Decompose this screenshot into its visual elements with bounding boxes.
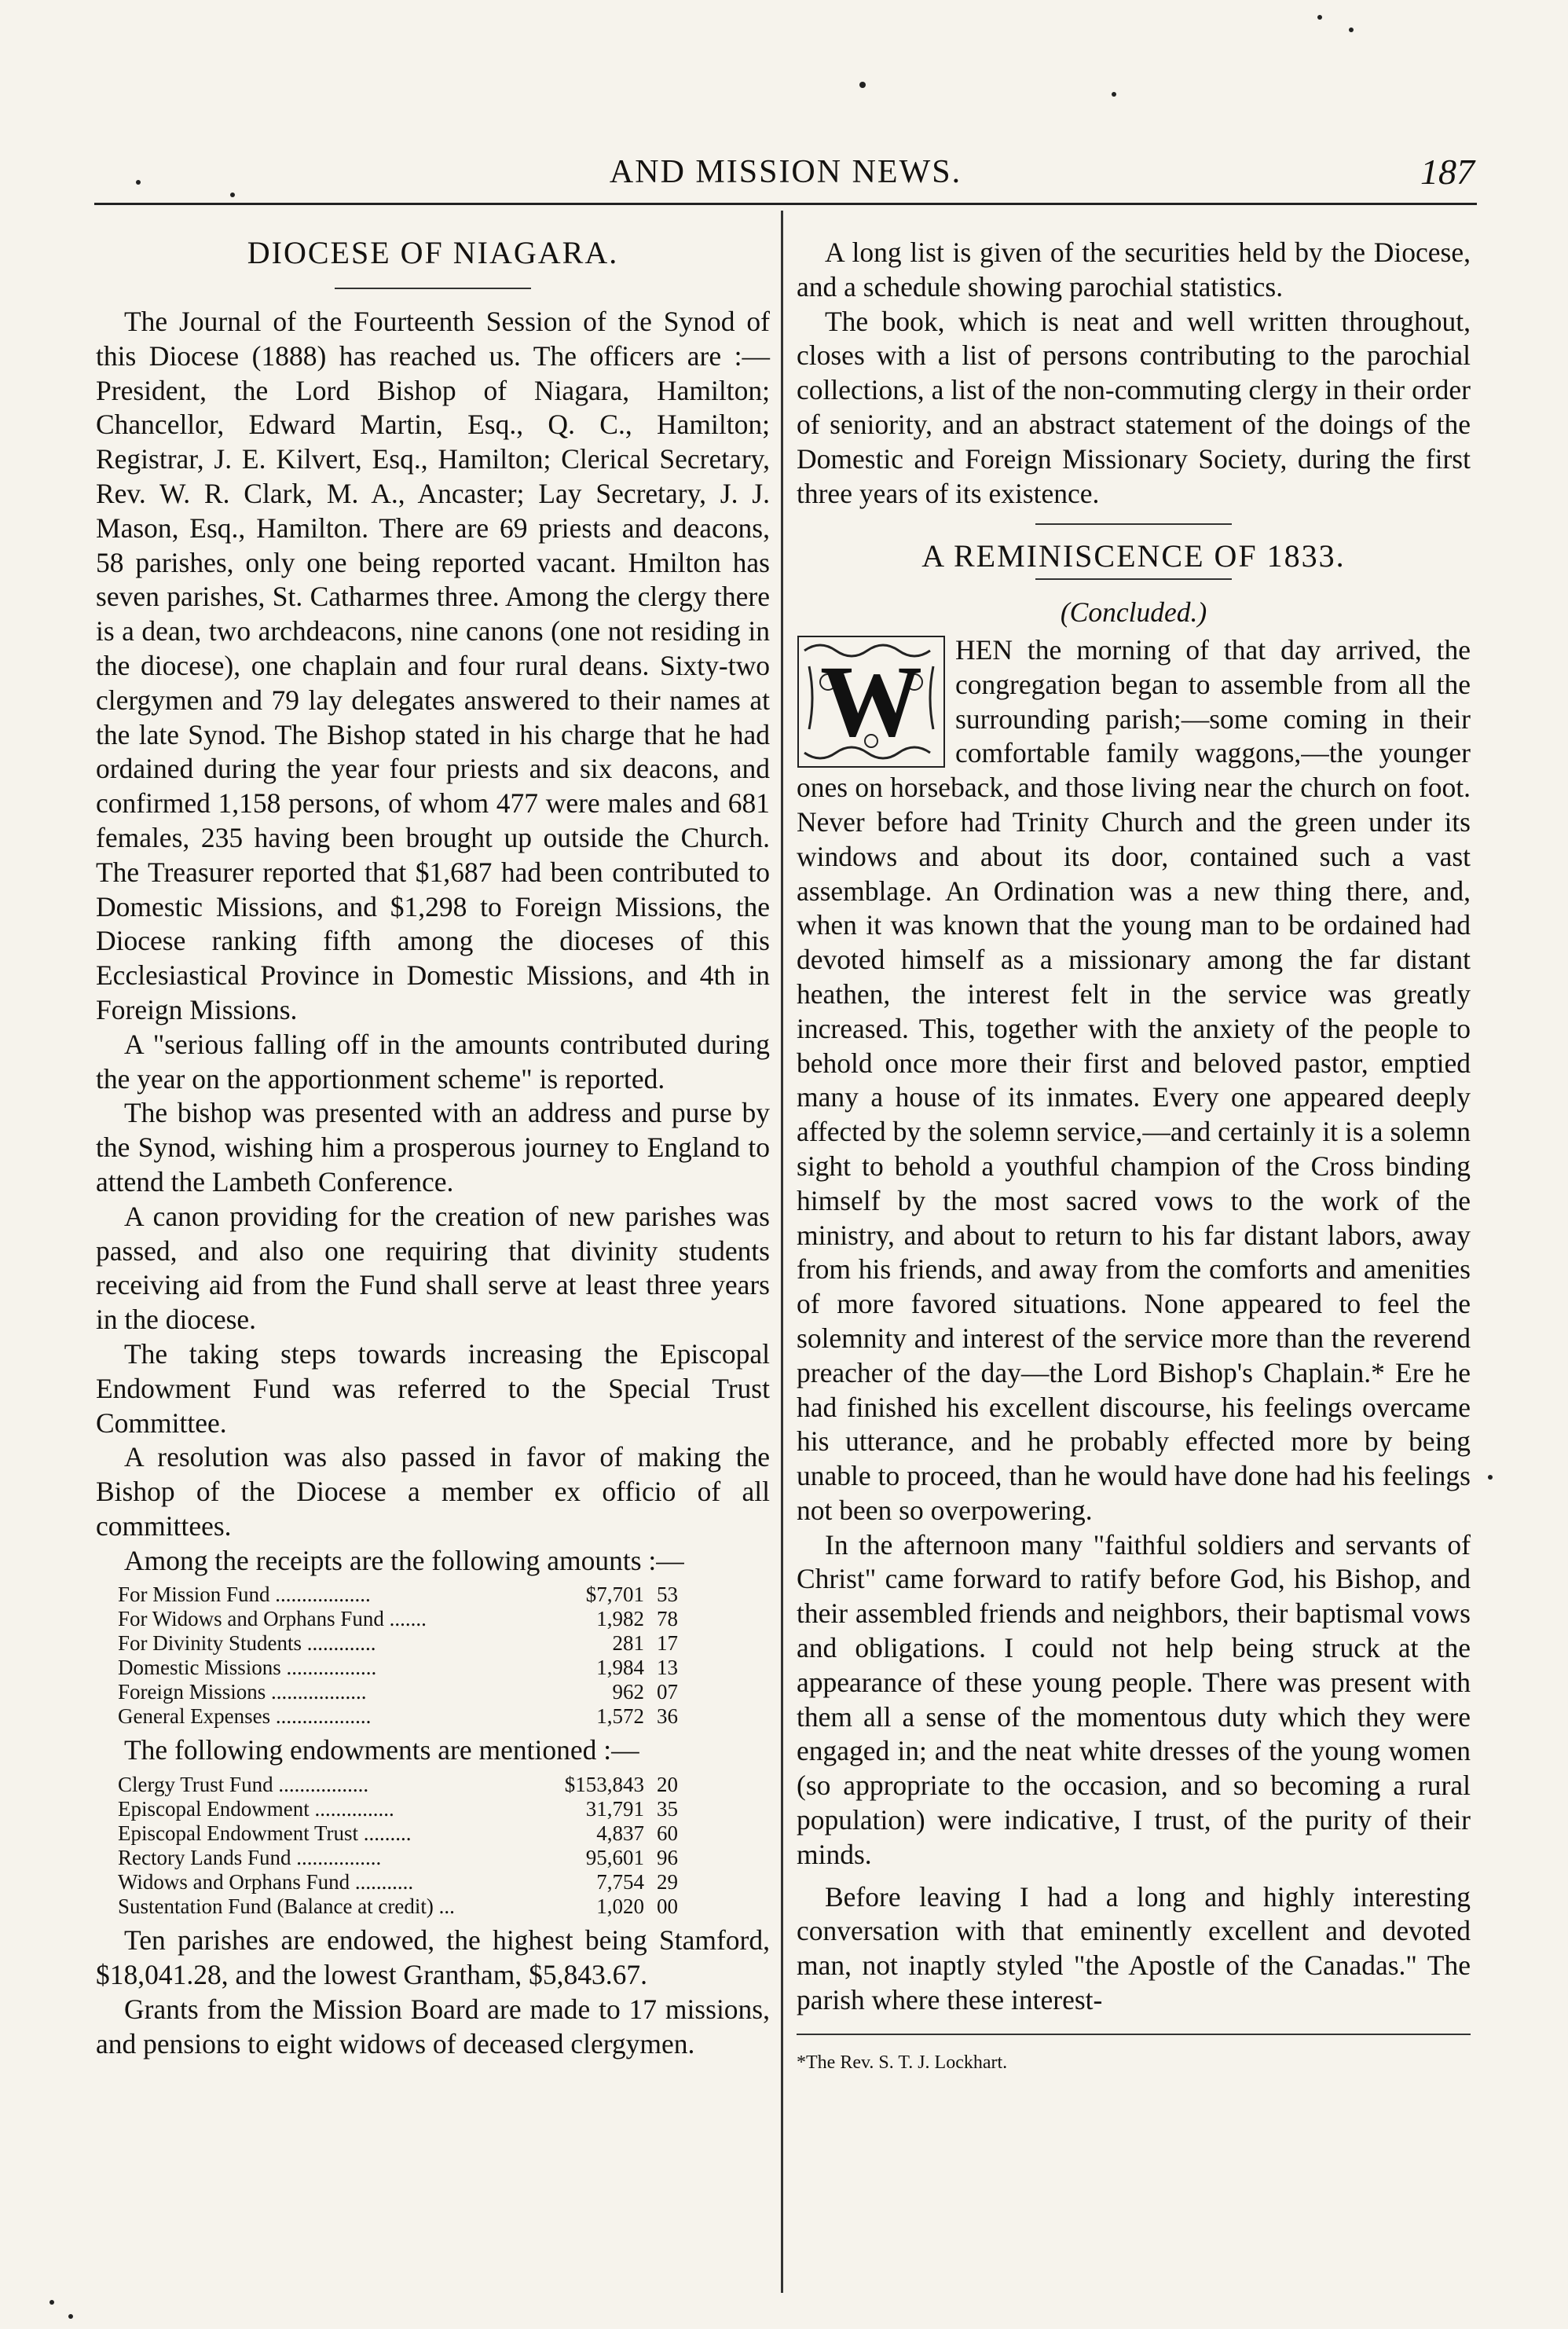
- paragraph: The bishop was presented with an address and purse by the Synod, wishing him a prosperous journey to England to attend the Lambeth Conference.: [96, 1097, 770, 1198]
- paragraph-text: HEN the morning of that day arrived, the congregation began to assemble from all the surrounding parish;—some coming in their comfortable family waggons,—the younger ones on horseback, and those living near the church on foot. Never before had Trinity Church and the green under its windows and about its door, contained such a vast assemblage. An Ordination was a new thing there, and, when it was known that the young man to be ordained had devoted himself as a missionary among the far distant heathen, the interest felt in the service was greatly increased. This, together with the anxiety of the people to behold once more their first and beloved pastor, emptied many a house of its inmates. Every one appeared deeply affected by the solemn service,—and certainly it is a solemn sight to behold a youthful champion of the Cross binding himself by the most sacred vows to the work of the ministry, and about to return to his far distant labors, away from his friends, and away from the comforts and amenities of more favored situations. None appeared to feel the solemnity and interest of the service more than the reverend preacher of the day—the Lord Bishop's Chaplain.* Ere he had finished his excellent discourse, his feelings overcame his utterance, and he probably effected more by being unable to proceed, than he would have done had his feelings not been so overpowering.: [797, 633, 1471, 1526]
- row-label: Episcopal Endowment Trust .........: [118, 1821, 412, 1846]
- receipts-intro: Among the receipts are the following amounts :—: [124, 1544, 684, 1576]
- row-dollars: 4,837: [596, 1821, 644, 1846]
- row-cents: 36: [657, 1704, 678, 1729]
- row-label: Sustentation Fund (Balance at credit) ...: [118, 1894, 455, 1919]
- row-label: Widows and Orphans Fund ...........: [118, 1870, 414, 1894]
- row-cents: 78: [657, 1607, 678, 1631]
- row-dollars: $153,843: [564, 1773, 644, 1797]
- row-dollars: 31,791: [585, 1797, 644, 1821]
- row-cents: 00: [657, 1894, 678, 1919]
- paragraph: The taking steps towards increasing the Episcopal Endowment Fund was referred to the Special Trust Committee.: [96, 1337, 770, 1439]
- paragraph: The Journal of the Fourteenth Session of the Synod of this Diocese (1888) has reached us. The officers are :—President, the Lord Bishop of Niagara, Hamilton; Chancellor, Edward Martin, Esq., Q. C., Hamilton; Registrar, J. E. Kilvert, Esq., Hamilton; Clerical Secretary, Rev. W. R. Clark, M. A., Ancaster; Lay Secretary, J. J. Mason, Esq., Hamilton. There are 69 priests and deacons, 58 parishes, only one being reported vacant. Hmilton has seven parishes, St. Catharmes three. Among the clergy there is a dean, two archdeacons, nine canons (one not residing in the diocese), one chaplain and four rural deans. Sixty-two clergymen and 79 lay delegates answered to their names at the late Synod. The Bishop stated in his charge that he had ordained during the year four priests and six deacons, and confirmed 1,158 persons, of whom 477 were males and 681 females, 235 having been brought up outside the Church. The Treasurer reported that $1,687 had been contributed to Domestic Missions, and $1,298 to Foreign Missions, the Diocese ranking fifth among the dioceses of this Ecclesiastical Province in Domestic Missions, and 4th in Foreign Missions.: [96, 306, 770, 1025]
- row-label: Episcopal Endowment ...............: [118, 1797, 394, 1821]
- row-label: Foreign Missions ..................: [118, 1680, 367, 1704]
- row-label: Domestic Missions .................: [118, 1656, 377, 1680]
- row-label: For Mission Fund ..................: [118, 1583, 371, 1607]
- row-label: For Widows and Orphans Fund .......: [118, 1607, 427, 1631]
- concluded-label: (Concluded.): [1060, 596, 1207, 629]
- row-cents: 60: [657, 1821, 678, 1846]
- article-heading-niagara: DIOCESE OF NIAGARA.: [247, 235, 619, 270]
- row-dollars: 7,754: [596, 1870, 644, 1894]
- paragraph: A long list is given of the securities held by the Diocese, and a schedule showing parochial statistics.: [797, 237, 1471, 303]
- paragraph: A "serious falling off in the amounts contributed during the year on the apportionment scheme" is reported.: [96, 1028, 770, 1095]
- row-dollars: 1,020: [596, 1894, 644, 1919]
- paragraph: In the afternoon many "faithful soldiers and servants of Christ" came forward to ratify before God, his Bishop, and their assembled friends and neighbors, their baptismal vows and obligations. I could not help being struck at the appearance of these young people. There was present with them all a sense of the momentous duty which they were engaged in; and the neat white dresses of the young women (so appropriate to the occasion, and so becoming a rural population) were indicative, I trust, of the purity of their minds.: [797, 1528, 1471, 1870]
- footnote: *The Rev. S. T. J. Lockhart.: [797, 2052, 1008, 2073]
- row-dollars: 962: [612, 1680, 644, 1704]
- paragraph: Grants from the Mission Board are made to 17 missions, and pensions to eight widows of deceased clergymen.: [96, 1993, 770, 2059]
- row-cents: 07: [657, 1680, 678, 1704]
- row-label: For Divinity Students .............: [118, 1631, 376, 1656]
- paragraph: A canon providing for the creation of new parishes was passed, and also one requiring that divinity students receiving aid from the Fund shall serve at least three years in the diocese.: [96, 1200, 770, 1336]
- row-cents: 29: [657, 1870, 678, 1894]
- row-label: Clergy Trust Fund .................: [118, 1773, 369, 1797]
- row-dollars: 95,601: [585, 1846, 644, 1870]
- paragraph: A resolution was also passed in favor of making the Bishop of the Diocese a member ex officio of all committees.: [96, 1441, 770, 1542]
- endowments-intro: The following endowments are mentioned :—: [124, 1734, 639, 1766]
- paragraph: Ten parishes are endowed, the highest being Stamford, $18,041.28, and the lowest Grantham, $5,843.67.: [96, 1924, 770, 1991]
- row-cents: 13: [657, 1656, 678, 1680]
- running-header: AND MISSION NEWS.: [609, 154, 962, 190]
- row-dollars: $7,701: [585, 1583, 644, 1607]
- svg-text:W: W: [820, 644, 922, 758]
- row-dollars: 1,572: [596, 1704, 644, 1729]
- row-cents: 17: [657, 1631, 678, 1656]
- paragraph: Before leaving I had a long and highly interesting conversation with that eminently excellent and devoted man, not inaptly styled "the Apostle of the Canadas." The parish where these interest-: [797, 1880, 1471, 2016]
- page-number: 187: [1420, 152, 1475, 192]
- row-dollars: 1,984: [596, 1656, 644, 1680]
- row-cents: 53: [657, 1583, 678, 1607]
- row-dollars: 281: [612, 1631, 644, 1656]
- row-cents: 96: [657, 1846, 678, 1870]
- paragraph: The book, which is neat and well written throughout, closes with a list of persons contributing to the parochial collections, a list of the non-commuting clergy in their order of seniority, and an abstract statement of the doings of the Domestic and Foreign Missionary Society, during the first three years of its existence.: [797, 305, 1471, 509]
- row-cents: 20: [657, 1773, 678, 1797]
- row-label: Rectory Lands Fund ................: [118, 1846, 382, 1870]
- article-heading-reminiscence: A REMINISCENCE OF 1833.: [921, 538, 1346, 574]
- row-dollars: 1,982: [596, 1607, 644, 1631]
- row-cents: 35: [657, 1797, 678, 1821]
- row-label: General Expenses ..................: [118, 1704, 372, 1729]
